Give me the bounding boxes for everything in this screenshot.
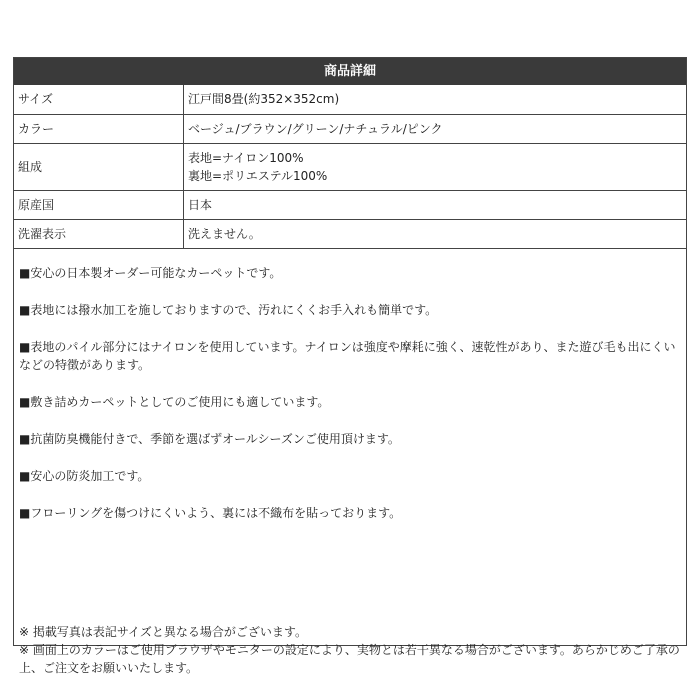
notes-section [19, 623, 683, 677]
spec-label: 原産国 [14, 190, 184, 219]
feature-item: ■安心の日本製オーダー可能なカーペットです。 [19, 266, 282, 280]
note-item: ※ 掲載写真は表記サイズと異なる場合がございます。 [19, 625, 307, 639]
spec-value: ベージュ/ブラウン/グリーン/ナチュラル/ピンク [184, 114, 687, 143]
section-header: 商品詳細 [14, 58, 686, 85]
spec-value: 日本 [184, 190, 687, 219]
spec-table [14, 85, 686, 249]
spec-value [184, 143, 687, 190]
spec-label: カラー [14, 114, 184, 143]
feature-item: ■表地のパイル部分にはナイロンを使用しています。ナイロンは強度や摩耗に強く、速乾性があり、また遊び毛も出にくいなどの特徴があります。 [19, 340, 676, 372]
feature-item: ■フローリングを傷つけにくいよう、裏には不織布を貼っております。 [19, 506, 402, 520]
spec-value-line: 裏地=ポリエステル100% [188, 168, 328, 183]
feature-item: ■表地には撥水加工を施しておりますので、汚れにくくお手入れも簡単です。 [19, 303, 438, 317]
spec-label: 組成 [14, 143, 184, 190]
feature-item: ■抗菌防臭機能付きで、季節を選ばずオールシーズンご使用頂けます。 [19, 432, 400, 446]
spec-row-origin [14, 190, 686, 219]
spec-row-color [14, 114, 686, 143]
product-details-panel [13, 57, 687, 675]
spec-value: 洗えません。 [184, 219, 687, 248]
feature-item: ■敷き詰めカーペットとしてのご使用にも適しています。 [19, 395, 330, 409]
spec-label: 洗濯表示 [14, 219, 184, 248]
spec-row-composition [14, 143, 686, 190]
feature-list [19, 264, 683, 541]
spec-value: 江戸間8畳(約352×352cm) [184, 85, 687, 114]
spec-row-washing [14, 219, 686, 248]
spec-value-line: 表地=ナイロン100% [188, 150, 304, 165]
spec-row-size [14, 85, 686, 114]
note-item: ※ 画面上のカラーはご使用ブラウザやモニターの設定により、実物とは若干異なる場合がございます。あらかじめご了承の上、ご注文をお願いいたします。 [19, 643, 680, 675]
spec-label: サイズ [14, 85, 184, 114]
feature-item: ■安心の防炎加工です。 [19, 469, 150, 483]
